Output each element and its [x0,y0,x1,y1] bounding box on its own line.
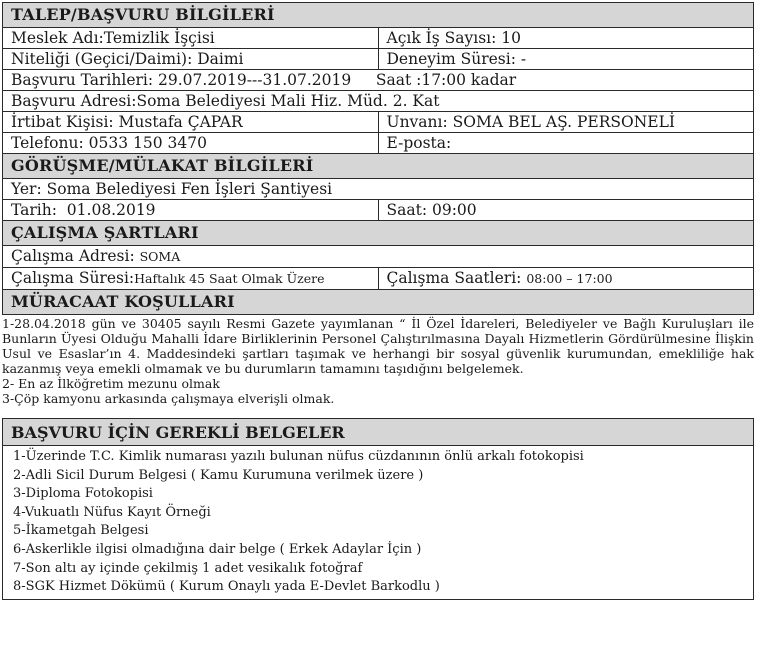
application-dates-field: Başvuru Tarihleri: 29.07.2019---31.07.2019 Saat :17:00 kadar [3,70,754,91]
email-field: E-posta: [378,133,754,154]
contact-title-field: Unvanı: SOMA BEL AŞ. PERSONELİ [378,112,754,133]
work-address-label: Çalışma Adresi: [11,247,140,265]
work-hours-value: 08:00 – 17:00 [526,271,613,286]
document-item: 5-İkametgah Belgesi [13,523,149,539]
section-heading-working-conditions: ÇALIŞMA ŞARTLARI [3,221,754,246]
work-duration-value: Haftalık 45 Saat Olmak Üzere [134,271,325,286]
section-heading-application: TALEP/BAŞVURU BİLGİLERİ [3,3,754,28]
job-type-field: Niteliği (Geçici/Daimi): Daimi [3,49,379,70]
work-address-field [3,246,754,268]
application-address-field: Başvuru Adresi:Soma Belediyesi Mali Hiz. Müd. 2. Kat [3,91,754,112]
trial-period-field: Deneyim Süresi: - [378,49,754,70]
interview-time-field: Saat: 09:00 [378,200,754,221]
job-posting-document [2,2,754,600]
document-item: 2-Adli Sicil Durum Belgesi ( Kamu Kurumuna verilmek üzere ) [13,467,424,483]
interview-location-field: Yer: Soma Belediyesi Fen İşleri Şantiyesi [3,179,754,200]
requirement-item: 3-Çöp kamyonu arkasında çalışmaya elverişli olmak. [2,391,335,406]
occupation-field: Meslek Adı:Temizlik İşçisi [3,28,379,49]
document-item: 8-SGK Hizmet Dökümü ( Kurum Onaylı yada E-Devlet Barkodlu ) [13,579,440,595]
phone-field: Telefonu: 0533 150 3470 [3,133,379,154]
section-heading-documents: BAŞVURU İÇİN GEREKLİ BELGELER [3,419,753,446]
document-item: 1-Üzerinde T.C. Kimlik numarası yazılı bulunan nüfus cüzdanının önlü arkalı fotokopisi [13,449,584,464]
document-item: 3-Diploma Fotokopisi [13,486,153,502]
documents-list [3,446,753,599]
requirement-item: 1-28.04.2018 gün ve 30405 sayılı Resmi Gazete yayımlanan “ İl Özel İdareleri, Belediyeler ve Bağlı Kuruluşları ile Bunların Üyesi Olduğu Mahalli İdare Birliklerinin Personel Çalıştırılmasına Dayalı Hizmetlerin Gördürülmesine İlişkin Usul ve Esaslar’ın 4. Maddesindeki şartları taşımak ve herhangi bir sosyal güvenlik kurumundan, emekliliğe hak kazanmış veya emekli olmamak ve bu durumların tamamını taşıdığını belgelemek. [2,316,754,376]
work-address-value: SOMA [139,249,181,264]
requirement-item: 2- En az İlköğretim mezunu olmak [2,376,220,391]
section-heading-requirements: MÜRACAAT KOŞULLARI [3,290,754,315]
required-documents-box [2,418,754,600]
work-duration-field [3,268,379,290]
work-hours-field [378,268,754,290]
work-hours-label: Çalışma Saatleri: [386,269,527,287]
work-duration-label: Çalışma Süresi: [11,269,135,287]
contact-person-field: İrtibat Kişisi: Mustafa ÇAPAR [3,112,379,133]
requirements-list [2,315,754,406]
document-item: 6-Askerlikle ilgisi olmadığına dair belge ( Erkek Adaylar İçin ) [13,541,422,557]
document-item: 4-Vukuatlı Nüfus Kayıt Örneği [13,504,211,520]
interview-date-field: Tarih: 01.08.2019 [3,200,379,221]
section-heading-interview: GÖRÜŞME/MÜLAKAT BİLGİLERİ [3,154,754,179]
application-info-table [2,2,754,315]
open-positions-field: Açık İş Sayısı: 10 [378,28,754,49]
document-item: 7-Son altı ay içinde çekilmiş 1 adet vesikalık fotoğraf [13,560,363,576]
